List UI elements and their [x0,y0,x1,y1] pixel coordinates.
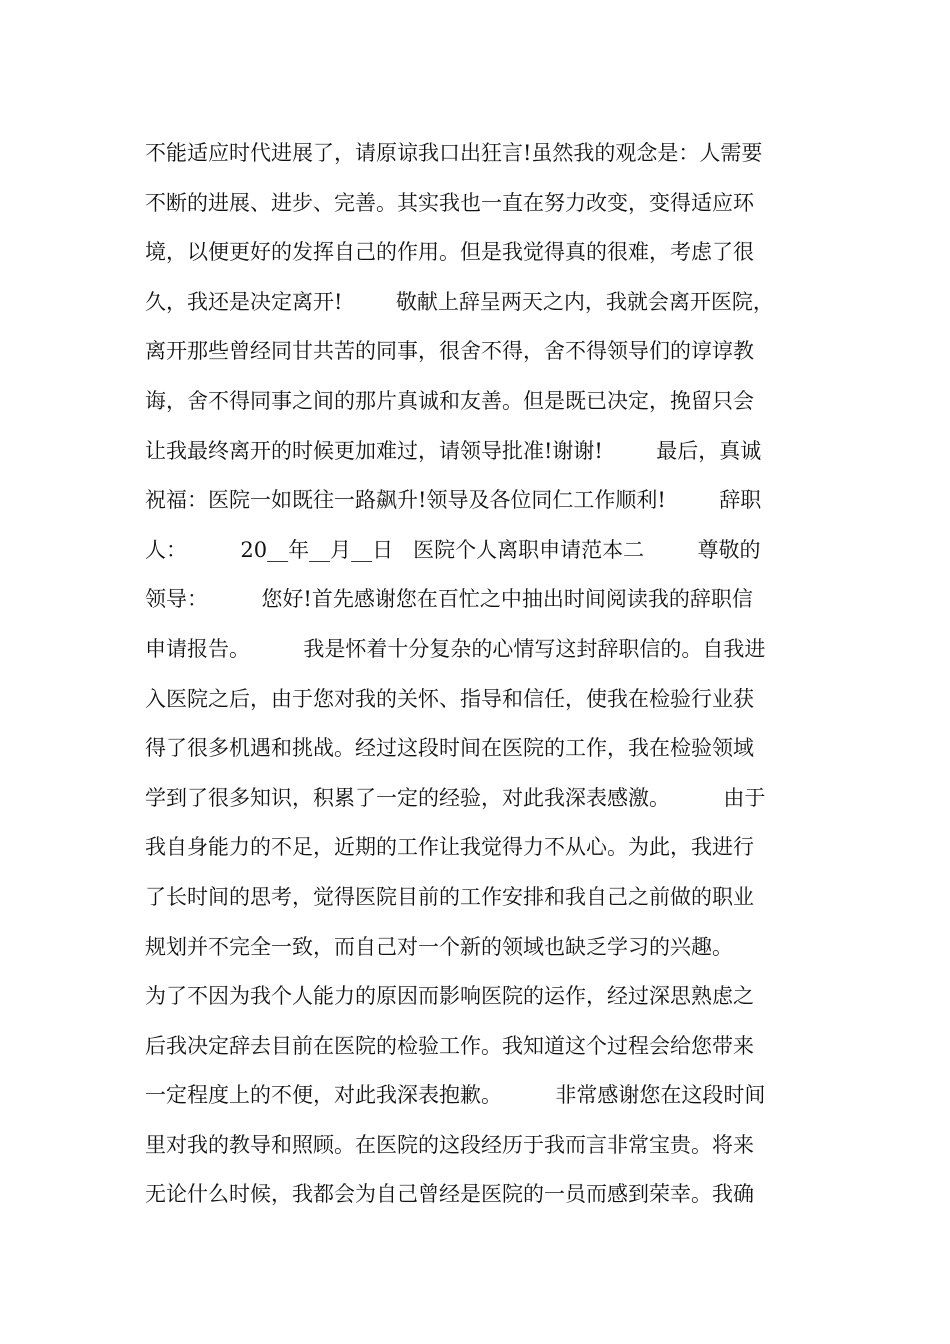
text-line: 后我决定辞去目前在医院的检验工作。我知道这个过程会给您带来 [145,1033,754,1058]
text-line: 诲，舍不得同事之间的那片真诚和友善。但是既已决定，挽留只会 [145,388,754,413]
text-line: 领导： 您好!首先感谢您在百忙之中抽出时间阅读我的辞职信 [145,587,753,612]
text-line: 我自身能力的不足，近期的工作让我觉得力不从心。为此，我进行 [145,835,754,860]
text-line: 无论什么时候，我都会为自己曾经是医院的一员而感到荣幸。我确 [145,1182,754,1207]
text-line: 不能适应时代进展了，请原谅我口出狂言!虽然我的观念是：人需要 [145,141,763,165]
text-line: 久，我还是决定离开! 敬献上辞呈两天之内，我就会离开医院， [145,289,774,314]
text-line: 不断的进展、进步、完善。其实我也一直在努力改变，变得适应环 [145,190,754,215]
text-line: 让我最终离开的时候更加难过，请领导批准!谢谢! 最后，真诚 [145,438,762,463]
text-line: 离开那些曾经同甘共苦的同事，很舍不得，舍不得领导们的谆谆教 [145,339,754,364]
text-line: 祝福：医院一如既往一路飙升!领导及各位同仁工作顺利! 辞职 [145,488,762,513]
text-line: 一定程度上的不便，对此我深表抱歉。 非常感谢您在这段时间 [145,1083,766,1108]
text-line: 入医院之后，由于您对我的关怀、指导和信任，使我在检验行业获 [145,686,754,711]
text-line: 人： 20__年__月__日 医院个人离职申请范本二 尊敬的 [145,537,761,562]
text-line: 为了不因为我个人能力的原因而影响医院的运作，经过深思熟虑之 [145,984,754,1009]
text-line: 规划并不完全一致，而自己对一个新的领域也缺乏学习的兴趣。 [145,934,733,959]
text-line: 了长时间的思考，觉得医院目前的工作安排和我自己之前做的职业 [145,884,754,909]
text-line: 境，以便更好的发挥自己的作用。但是我觉得真的很难，考虑了很 [145,240,754,265]
text-line: 里对我的教导和照顾。在医院的这段经历于我而言非常宝贵。将来 [145,1132,754,1157]
text-line: 得了很多机遇和挑战。经过这段时间在医院的工作，我在检验领域 [145,736,754,761]
text-line: 学到了很多知识，积累了一定的经验，对此我深表感激。 由于 [145,785,766,810]
body-text [145,133,825,1224]
text-line: 申请报告。 我是怀着十分复杂的心情写这封辞职信的。自我进 [145,636,766,661]
